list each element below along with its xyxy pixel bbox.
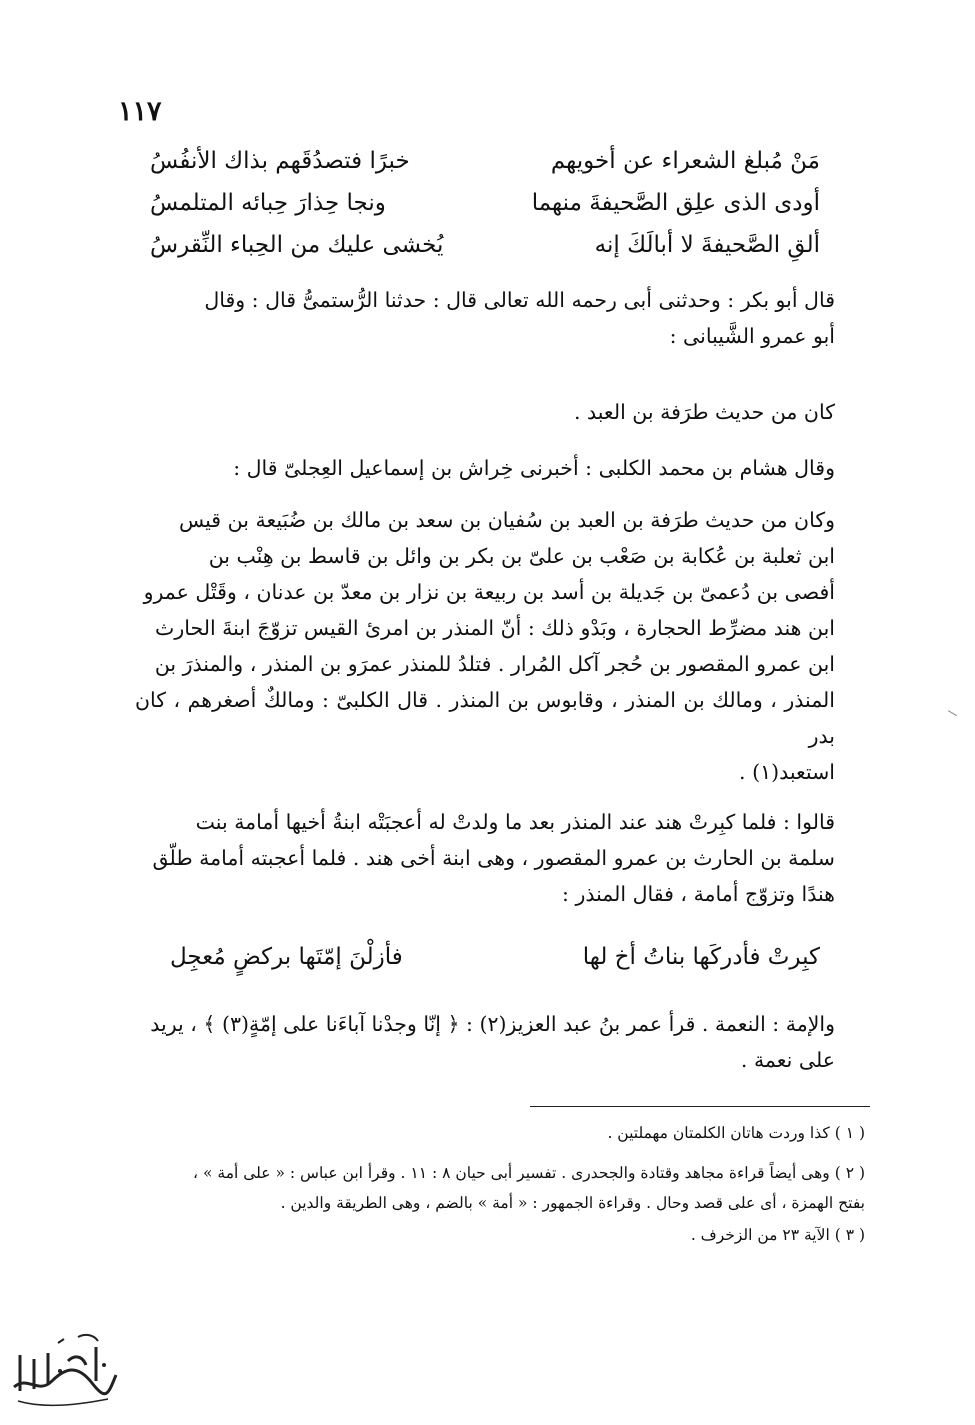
- verse-first-hemistich: كبِرتْ فأدركَها بناتُ أخ لها: [582, 944, 820, 970]
- paragraph-heading-line: كان من حديث طرَفة بن العبد .: [573, 400, 835, 424]
- text-line: سلمة بن الحارث بن عمرو المقصور ، وهى ابنة أخى هند . فلما أعجبته أمامة طلّق: [152, 846, 835, 870]
- footnote-text: كذا وردت هاتان الكلمتان مهملتين .: [607, 1124, 830, 1142]
- footnote-number: ( ٢ ): [834, 1164, 865, 1182]
- text-line: ابن هند مضرِّط الحجارة ، وبَدْو ذلك : أنّ المنذر بن امرئ القيس تزوّجَ ابنةَ الحارث: [155, 616, 835, 640]
- calligraphy-seal-logo: [8, 1325, 120, 1413]
- verse-second-hemistich: ونجا حِذارَ حِبائه المتلمسُ: [150, 190, 386, 216]
- poem-verses: [150, 140, 820, 266]
- text-line: قال أبو بكر : وحدثنى أبى رحمه الله تعالى قال : حدثنا الرُّستمىُّ قال : وقال: [204, 288, 835, 312]
- paragraph-qalu: [135, 804, 835, 912]
- paragraph-story: [135, 502, 835, 790]
- text-line: هندًا وتزوّج أمامة ، فقال المنذر :: [562, 882, 835, 906]
- footnote-separator: [530, 1106, 870, 1107]
- verse-line: [150, 224, 820, 266]
- text-line: قالوا : فلما كبِرتْ هند عند المنذر بعد ما ولدتْ له أعجبَتْه ابنةُ أخيها أمامة بنت: [195, 810, 835, 834]
- text-line: ابن ثعلبة بن عُكابة بن صَعْب بن علىّ بن بكر بن وائل بن قاسط بن هِنْب بن: [208, 544, 835, 568]
- footnote-text: الآية ٢٣ من الزخرف .: [690, 1226, 830, 1244]
- verse-first-hemistich: أودى الذى علِق الصَّحيفةَ منهما: [531, 190, 820, 216]
- verse-line-single: [170, 944, 820, 970]
- page-number: ١١٧: [118, 96, 162, 127]
- verse-second-hemistich: فأزلْنَ إمّتَها بركضٍ مُعجِل: [170, 944, 403, 970]
- footnote-text: وهى أيضاً قراءة مجاهد وقتادة والجحدرى . تفسير أبى حيان ٨ : ١١ . وقرأ ابن عباس : « على أمة » ،: [193, 1164, 830, 1182]
- text-line: أبو عمرو الشَّيبانى :: [669, 324, 835, 348]
- footnote-number: ( ١ ): [834, 1124, 865, 1142]
- paragraph-isnad-2: وقال هشام بن محمد الكلبى : أخبرنى خِراش بن إسماعيل العِجلىّ قال :: [233, 456, 835, 480]
- verse-first-hemistich: ألقِ الصَّحيفةَ لا أبالَكَ إنه: [594, 232, 820, 258]
- text-line: المنذر ، ومالك بن المنذر ، وقابوس بن المنذر . قال الكلبىّ : ومالكٌ أصغرهم ، كان بدر: [135, 688, 835, 748]
- text-line: ابن عمرو المقصور بن حُجر آكل المُرار . فتلدُ للمنذر عمرَو بن المنذر ، والمنذرَ بن: [154, 652, 835, 676]
- verse-line: [150, 182, 820, 224]
- verse-first-hemistich: مَنْ مُبلغ الشعراء عن أخويهم: [550, 148, 820, 174]
- text-line: والإمة : النعمة . قرأ عمر بنُ عبد العزيز(٢) : ﴿ إنّا وجدْنا آباءَنا على إمّةٍ(٣) ﴾ ، يريد: [150, 1012, 835, 1036]
- verse-second-hemistich: خبرًا فتصدُقَهم بذاك الأنفُسُ: [150, 148, 410, 174]
- verse-second-hemistich: يُخشى عليك من الحِباء النِّقرسُ: [150, 232, 444, 258]
- footnote-3: [115, 1222, 865, 1249]
- footnote-number: ( ٣ ): [834, 1226, 865, 1244]
- footnote-2: [115, 1160, 865, 1187]
- verse-line: [150, 140, 820, 182]
- text-line: استعبد(١) .: [739, 760, 835, 784]
- text-line: على نعمة .: [740, 1048, 835, 1072]
- margin-mark: [943, 710, 957, 725]
- footnote-2-continued: بفتح الهمزة ، أى على قصد وحال . وقراءة الجمهور : « أمة » بالضم ، وهى الطريقة والدين .: [280, 1194, 865, 1212]
- text-line: وكان من حديث طرَفة بن العبد بن سُفيان بن سعد بن مالك بن ضُبَيعة بن قيس: [178, 508, 835, 532]
- paragraph-isnad: [135, 282, 835, 354]
- footnote-1: [115, 1120, 865, 1147]
- text-line: أفصى بن دُعمىّ بن جَديلة بن أسد بن ربيعة بن نزار بن معدّ بن عدنان ، وقَتْل عمرو: [143, 580, 835, 604]
- paragraph-imma: [135, 1006, 835, 1078]
